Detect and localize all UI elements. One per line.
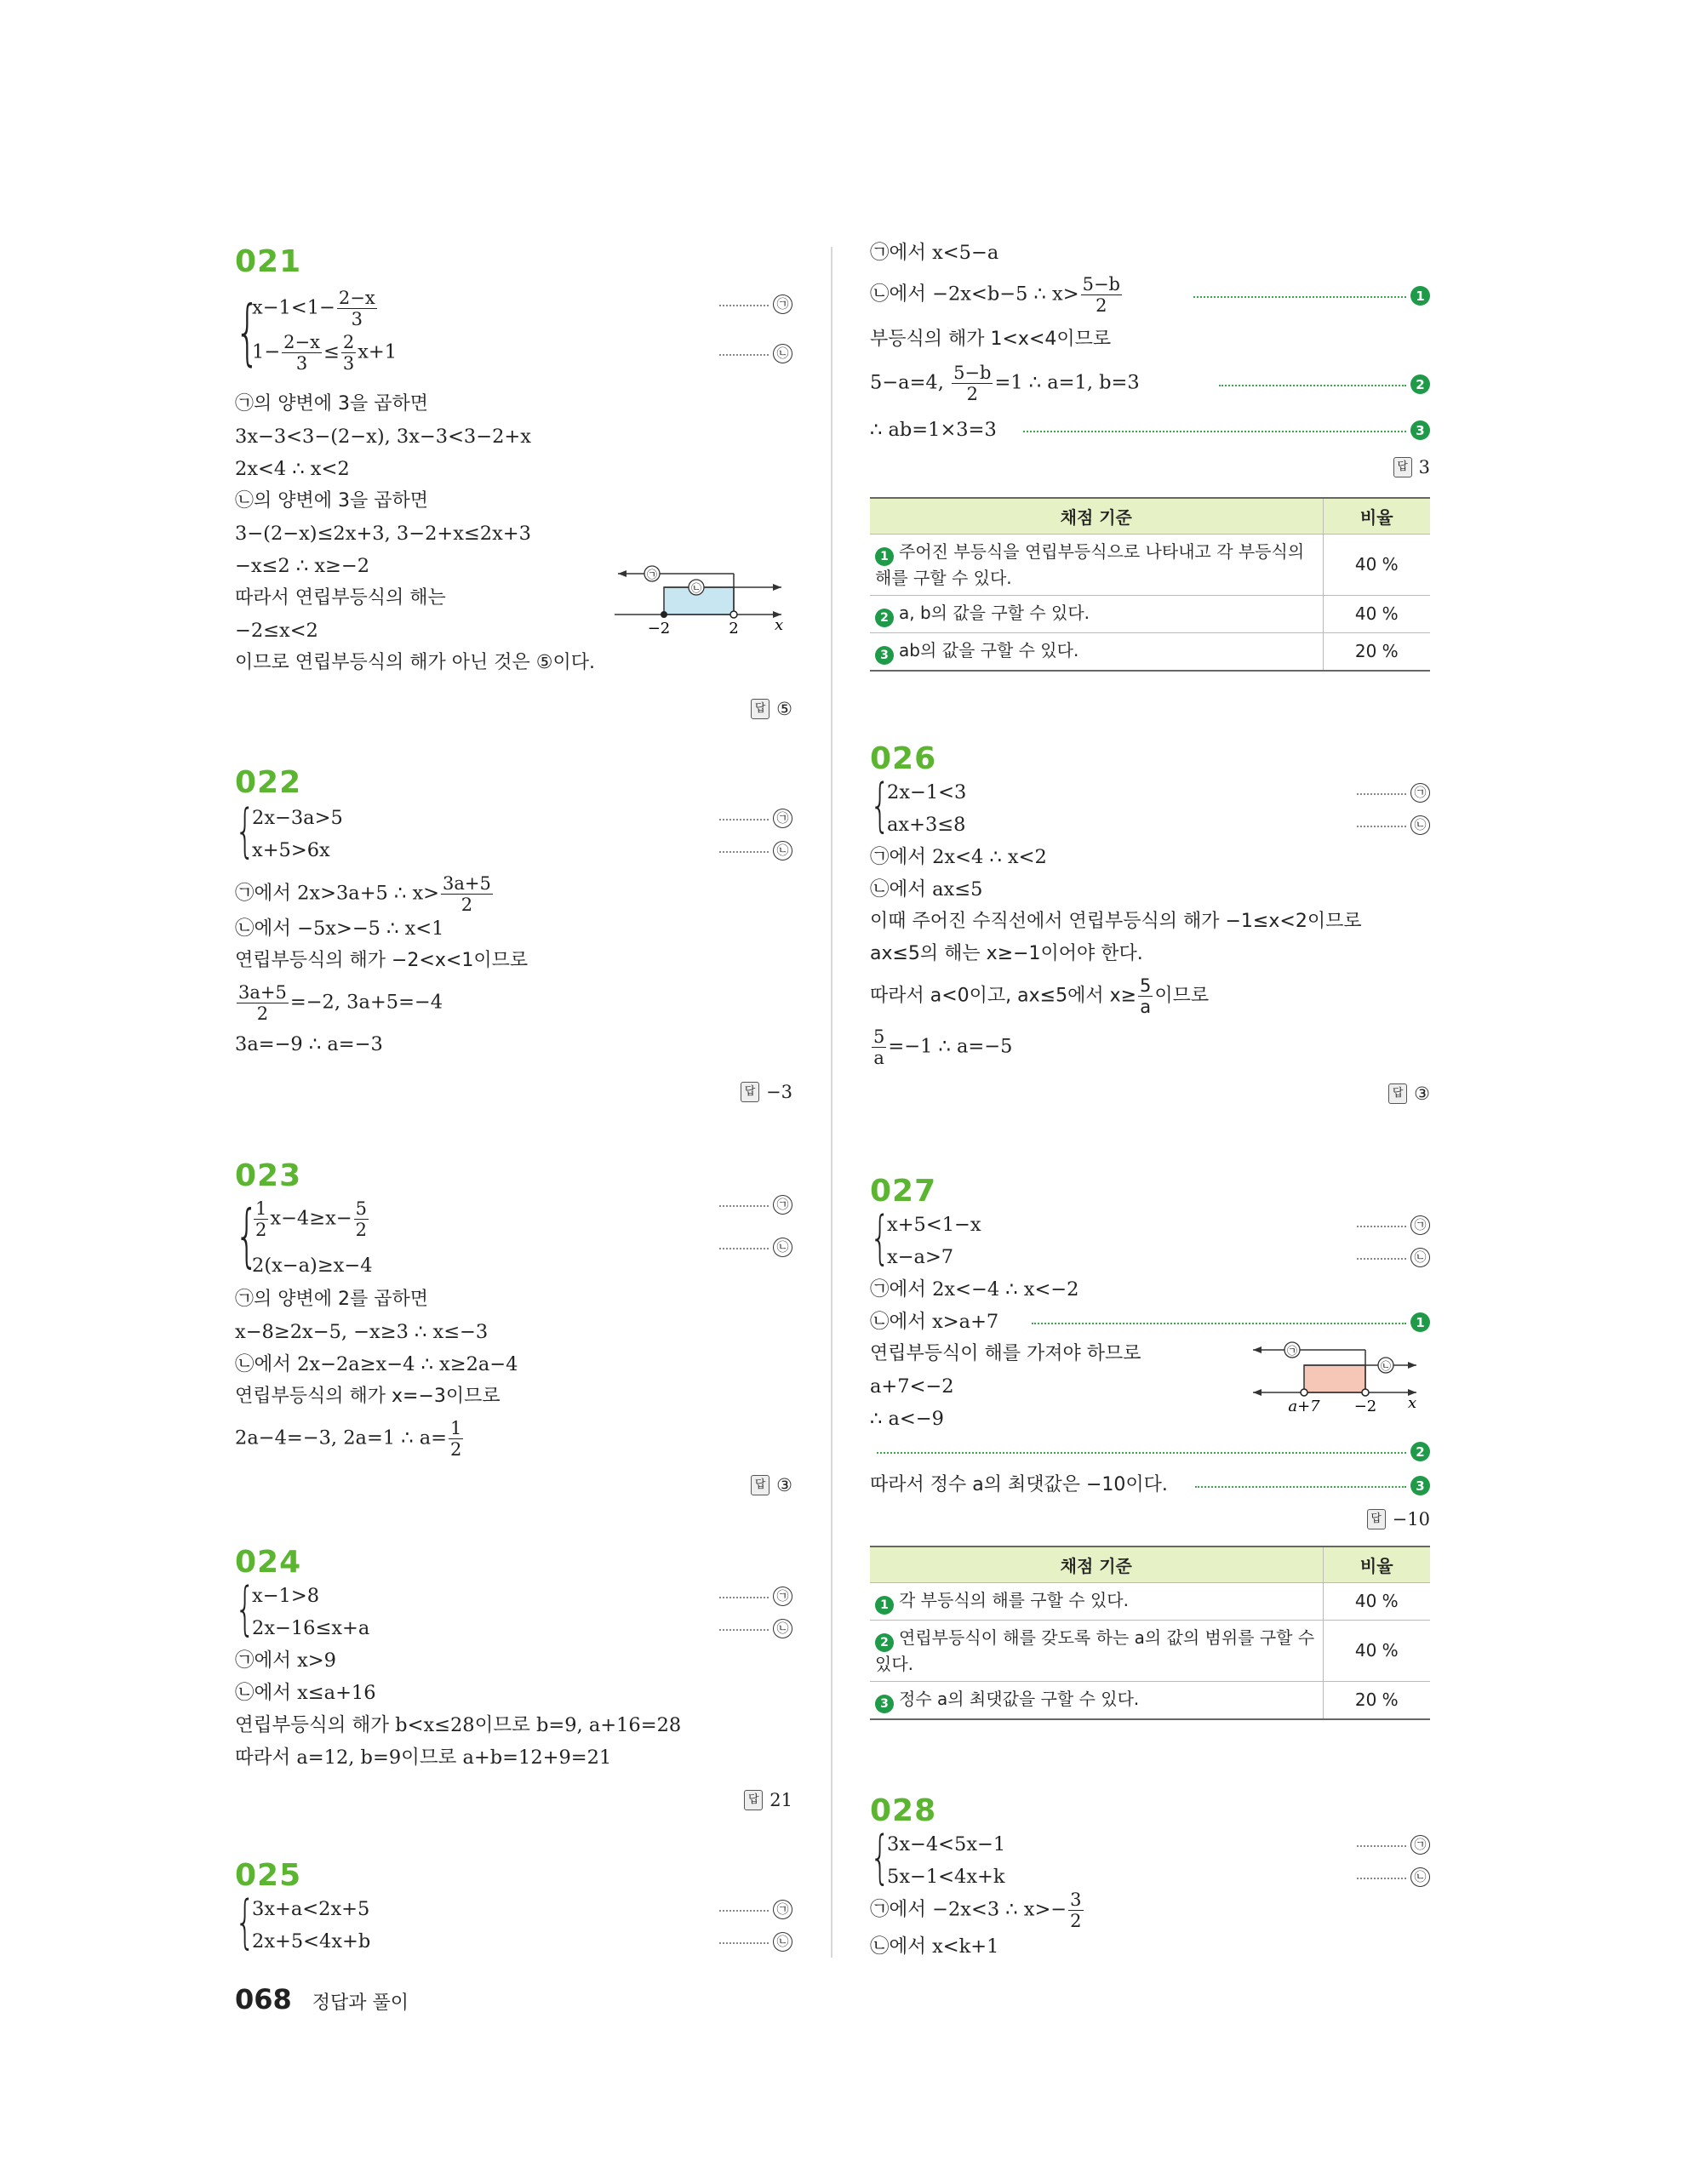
problem-number: 028 [870,1793,937,1828]
answer: 답 21 [744,1789,792,1811]
problem-number: 022 [235,765,302,800]
system-row-2: 2x+5<4x+b [252,1930,371,1952]
page-footer [235,1983,409,2015]
table-row: 1 주어진 부등식을 연립부등식으로 나타내고 각 부등식의 해를 구할 수 있다. 40 % [870,534,1430,595]
system-row-1: x+5<1−x [887,1214,981,1236]
solution-line: 연립부등식의 해가 −2<x<1이므로 [235,950,529,971]
solution-line: ㉡에서 2x−2a≥x−4 ∴ x≥2a−4 [235,1353,518,1375]
tick-label: a+7 [1288,1398,1320,1411]
inequality-system [235,798,792,865]
mark-circle-2: ㉡ [773,344,792,363]
dotted-leader [719,851,769,853]
mark-circle-2: ㉡ [773,841,792,860]
solution-line: 3−(2−x)≤2x+3, 3−2+x≤2x+3 [235,523,531,545]
table-header: 비율 [1323,498,1430,534]
problem-022 [235,765,792,1102]
answer-icon: 답 [1388,1083,1407,1104]
system-row-1: x−1>8 [252,1585,320,1607]
solution-line: ㉠에서 2x>3a+5 ∴ x> $\frac{3a+5}{2}$ [235,873,491,915]
system-row-2: x−a>7 [887,1246,954,1268]
system-row-2: 2(x−a)≥x−4 [252,1255,373,1277]
mark-circle-1: ㉠ [773,1900,792,1919]
label-mark-1: ㉠ [1286,1345,1298,1357]
problem-024 [235,1545,792,1810]
table-header: 채점 기준 [870,498,1323,534]
table-header: 채점 기준 [870,1547,1323,1582]
dotted-leader [1357,793,1406,795]
answer: 답 ③ [1388,1083,1430,1105]
solution-line: 이때 주어진 수직선에서 연립부등식의 해가 −1≤x<2이므로 [870,911,1362,932]
problem-number: 023 [235,1158,302,1193]
solution-line: ㉡에서 ax≤5 [870,878,983,900]
left-brace: { [870,1204,890,1272]
tick-label: −2 [1353,1398,1377,1411]
solution-line: ax≤5의 해는 x≥−1이어야 한다. [870,943,1143,964]
solution-line: 이므로 연립부등식의 해가 아닌 것은 ⑤이다. [235,652,595,673]
answer-icon: 답 [1393,457,1412,477]
left-brace: { [235,1196,259,1275]
solution-line: ㉡에서 −2x<b−5 ∴ x> $\frac{5-b}{2}$ [870,274,1120,316]
left-brace: { [870,772,890,839]
answer-icon: 답 [751,699,769,719]
dotted-leader [1357,1878,1406,1879]
dotted-leader [719,1910,769,1912]
step-marker-1: 1 [1410,1312,1430,1332]
table-row: 2 a, b의 값을 구할 수 있다. 40 % [870,595,1430,632]
mark-circle-2: ㉡ [1410,1867,1430,1887]
dotted-leader [719,1629,769,1631]
solution-line: 5−a=4, $\frac{5-b}{2}$ =1 ∴ a=1, b=3 [870,363,1140,404]
solution-line: 연립부등식이 해를 가져야 하므로 [870,1343,1141,1364]
left-brace: { [870,1824,890,1891]
solution-line: 연립부등식의 해가 x=−3이므로 [235,1386,501,1407]
solution-line: 2x<4 ∴ x<2 [235,458,350,480]
problem-026 [870,741,1430,1104]
system-row-2: ax+3≤8 [887,814,966,836]
inequality-system [235,1198,792,1280]
inequality-system [870,1824,1430,1891]
solution-line: 부등식의 해가 1<x<4이므로 [870,329,1112,350]
solution-line: 따라서 a<0이고, ax≤5에서 x≥ $\frac{5}{a}$ 이므로 [870,975,1210,1017]
solution-line: ㉡의 양변에 3을 곱하면 [235,490,428,512]
mark-circle-2: ㉡ [1410,815,1430,835]
step-marker-1: 1 [1410,286,1430,306]
problem-023 [235,1158,792,1495]
step-marker-2: 2 [1410,1442,1430,1461]
label-mark-1: ㉠ [646,569,658,580]
solution-line: −x≤2 ∴ x≥−2 [235,555,370,577]
label-mark-2: ㉡ [1380,1360,1392,1372]
mark-circle-2: ㉡ [773,1619,792,1638]
left-brace: { [235,1889,255,1956]
answer-icon: 답 [751,1475,769,1495]
solution-line: 따라서 a=12, b=9이므로 a+b=12+9=21 [235,1747,612,1769]
system-row-1: 2x−3a>5 [252,807,343,829]
solution-line: ㉡에서 x≤a+16 [235,1682,376,1704]
number-line-diagram [1250,1333,1420,1411]
solution-line: ㉡에서 x>a+7 [870,1311,999,1333]
answer: 답 3 [1393,456,1430,478]
mark-circle-1: ㉠ [773,1195,792,1215]
step-marker-2: 2 [1410,374,1430,394]
answer: 답 −10 [1367,1508,1430,1530]
problem-number: 021 [235,244,302,279]
solution-line: ㉠에서 x<5−a [870,242,999,264]
mark-circle-1: ㉠ [1410,783,1430,803]
dotted-leader [719,1597,769,1598]
solution-line: ㉠의 양변에 2를 곱하면 [235,1289,428,1310]
tick-label: −2 [647,620,671,635]
dotted-leader [1357,826,1406,827]
system-row-2: 1− $\frac{2-x}{3}$ ≤ $\frac{2}{3}$ x+1 [252,332,398,374]
solution-line: ㉠에서 −2x<3 ∴ x>− $\frac{3}{2}$ [870,1890,1082,1931]
answer-icon: 답 [744,1790,763,1810]
solution-line: 3x−3<3−(2−x), 3x−3<3−2+x [235,426,531,448]
grading-table [870,1546,1430,1720]
solution-line: ㉠에서 2x<4 ∴ x<2 [870,846,1047,868]
dotted-leader [1032,1323,1406,1324]
dotted-leader [1357,1226,1406,1227]
solution-line: ㉠에서 2x<−4 ∴ x<−2 [870,1278,1079,1301]
step-marker-3: 3 [1410,1476,1430,1495]
column-divider [831,247,832,1958]
open-point [730,611,737,618]
mark-circle-1: ㉠ [773,294,792,314]
solution-line: ㉠의 양변에 3을 곱하면 [235,393,428,415]
dotted-leader [719,1248,769,1249]
solution-line: 2a−4=−3, 2a=1 ∴ a= $\frac{1}{2}$ [235,1418,462,1460]
mark-circle-1: ㉠ [1410,1835,1430,1855]
mark-circle-1: ㉠ [1410,1215,1430,1235]
problem-number: 024 [235,1545,302,1580]
system-row-2: 2x−16≤x+a [252,1617,370,1639]
inequality-system [870,1204,1430,1272]
inequality-system [235,1575,792,1643]
mark-circle-1: ㉠ [773,1587,792,1606]
dotted-leader [719,354,769,356]
solution-line: ∴ ab=1×3=3 [870,419,997,441]
dotted-leader [719,1942,769,1944]
open-point [1362,1389,1369,1396]
table-row: 3 ab의 값을 구할 수 있다. 20 % [870,632,1430,671]
problem-028 [870,1793,1430,1958]
dotted-leader [1357,1258,1406,1260]
solution-line: ㉡에서 −5x>−5 ∴ x<1 [235,918,444,940]
dotted-leader [877,1452,1406,1454]
inequality-system [235,1889,792,1956]
solution-line: ∴ a<−9 [870,1408,944,1430]
solution-region [1304,1365,1365,1392]
problem-number: 026 [870,741,937,776]
left-brace: { [235,1575,255,1643]
dotted-leader [719,305,769,306]
left-brace: { [235,798,255,865]
system-row-1: 3x+a<2x+5 [252,1898,370,1920]
solution-line: 따라서 연립부등식의 해는 [235,587,446,609]
dotted-leader [1357,1845,1406,1847]
dotted-leader [719,819,769,820]
system-row-1: x−1<1− $\frac{2-x}{3}$ [252,288,375,329]
page-number: 068 [235,1983,292,2015]
closed-point [661,611,667,618]
answer-icon: 답 [1367,1509,1386,1529]
label-mark-2: ㉡ [690,582,702,594]
answer: 답 ⑤ [751,698,792,720]
dotted-leader [1195,1486,1406,1488]
solution-line: −2≤x<2 [235,620,318,642]
open-point [1301,1389,1307,1396]
problem-025 [235,1858,792,1956]
system-row-2: 5x−1<4x+k [887,1866,1005,1888]
solution-line: a+7<−2 [870,1375,954,1398]
system-row-2: x+5>6x [252,839,330,861]
inequality-system [870,772,1430,839]
system-row-1: 2x−1<3 [887,781,967,803]
answer-icon: 답 [741,1082,759,1102]
footer-title: 정답과 풀이 [312,1992,409,2014]
dotted-leader [1193,296,1406,298]
solution-line: x−8≥2x−5, −x≥3 ∴ x≤−3 [235,1321,489,1343]
axis-label: x [775,616,784,634]
problem-number: 027 [870,1174,937,1209]
mark-circle-2: ㉡ [1410,1248,1430,1267]
table-row: 3 정수 a의 최댓값을 구할 수 있다. 20 % [870,1681,1430,1719]
solution-line: ㉠에서 x>9 [235,1649,336,1672]
axis-label: x [1408,1394,1417,1411]
table-header: 비율 [1323,1547,1430,1582]
dotted-leader [1219,385,1406,386]
answer: 답 −3 [741,1081,792,1103]
dotted-leader [1023,431,1406,432]
solution-line: ㉡에서 x<k+1 [870,1935,999,1958]
table-row: 1 각 부등식의 해를 구할 수 있다. 40 % [870,1582,1430,1620]
mark-circle-1: ㉠ [773,809,792,828]
dotted-leader [719,1205,769,1207]
system-row-1: $\frac{1}{2}$ x−4≥x− $\frac{5}{2}$ [255,1198,368,1240]
answer: 답 ③ [751,1474,792,1496]
tick-label: 2 [729,620,739,635]
inequality-system [235,288,792,373]
mark-circle-2: ㉡ [773,1932,792,1952]
mark-circle-2: ㉡ [773,1238,792,1257]
problem-021 [235,244,792,719]
grading-table [870,497,1430,672]
step-marker-3: 3 [1410,420,1430,440]
system-row-1: 3x−4<5x−1 [887,1833,1006,1855]
solution-line: 따라서 정수 a의 최댓값은 −10이다. [870,1474,1168,1495]
number-line-diagram [615,557,785,635]
solution-line: 3a=−9 ∴ a=−3 [235,1033,383,1055]
table-row: 2 연립부등식이 해를 갖도록 하는 a의 값의 범위를 구할 수 있다. 40 % [870,1620,1430,1681]
problem-027 [870,1174,1430,1711]
solution-line: 연립부등식의 해가 b<x≤28이므로 b=9, a+16=28 [235,1714,682,1736]
left-brace: { [235,290,260,374]
problem-number: 025 [235,1858,302,1893]
solution-line: $\frac{5}{a}$ =−1 ∴ a=−5 [873,1026,1013,1068]
solution-line: $\frac{3a+5}{2}$ =−2, 3a+5=−4 [238,982,443,1024]
